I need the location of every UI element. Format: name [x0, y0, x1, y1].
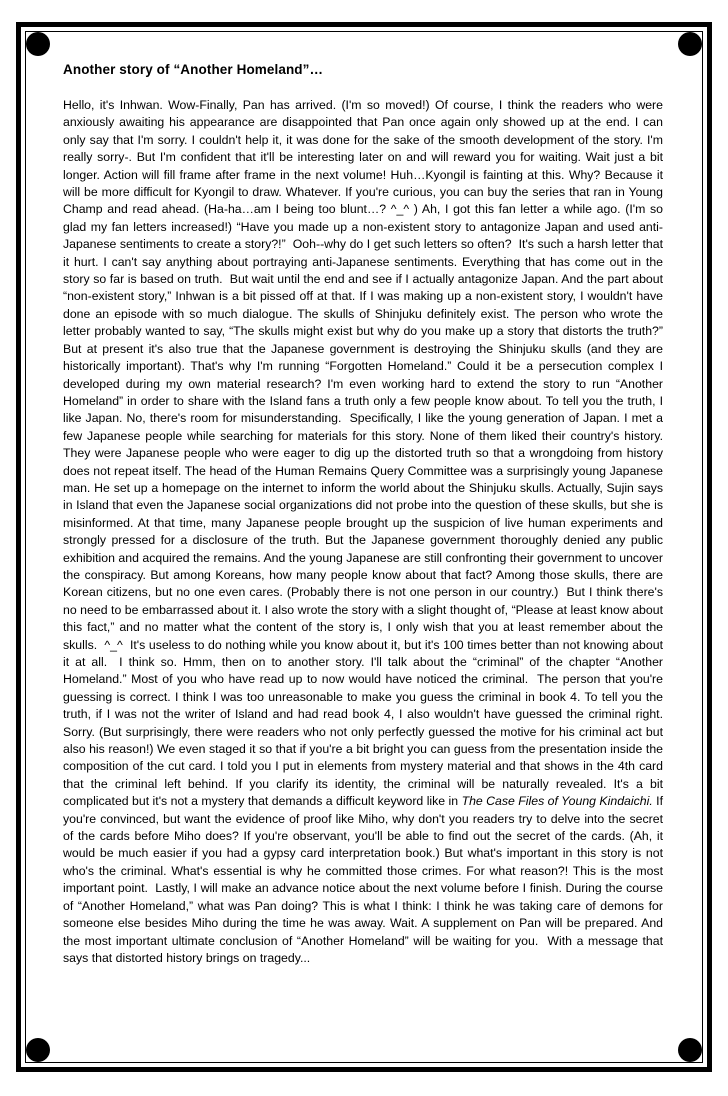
article-body — [63, 97, 667, 967]
body-italic-title: The Case Files of Young Kindaichi. — [461, 794, 653, 809]
body-paragraph-second: If you're convinced, but want the evidence of proof like Miho, why don't you readers try to delve into the secret of the cards before Miho does? If you're observant, you'll be able to find out the secret of the cards. (Ah, it would be much easier if you had a gypsy card interpretation book.) But what's important in this story is not who's the criminal. What's essential is why he committed those crimes. For what reason?! This is the most important point. Lastly, I will make an advance notice about the next volume before I finish. During the course of “Another Homeland,” what was Pan doing? This is what I think: I think he was taking care of demons for someone else besides Miho during the time he was away. Wait. A supplement on Pan will be prepared. And the most important ultimate conclusion of “Another Homeland” will be waiting for you. With a message that says that distorted history brings on tragedy... — [63, 794, 667, 965]
article-content — [63, 62, 667, 967]
corner-dot-top-right — [678, 32, 702, 56]
page-title: Another story of “Another Homeland”… — [63, 62, 324, 77]
body-paragraph-first: Hello, it's Inhwan. Wow-Finally, Pan has arrived. (I'm so moved!) Of course, I think the readers who were anxiously awaiting his appearance are disappointed that Pan once again only showed up at the end. I can only say that I'm sorry. I couldn't help it, it was done for the sake of the smooth development of the story. I'm really sorry-. But I'm confident that it'll be interesting later on and will reward you for waiting. Wait just a bit longer. Action will fill frame after frame in the next volume! Huh…Kyongil is fainting at this. Why? Because it will be more difficult for Kyongil to draw. Whatever. If you're curious, you can buy the series that ran in Young Champ and read ahead. (Ha-ha…am I being too blunt…? ^_^ ) Ah, I got this fan letter a while ago. (I'm so glad my fan letters increased!) “Have you made up a non-existent story to antagonize Japan and used anti-Japanese sentiments to create a story?!” Ooh--why do I get such letters so often? It's such a harsh letter that it hurt. I can't say anything about portraying anti-Japanese sentiments. Everything that has come out in the story so far is based on truth. But wait until the end and see if I actually antagonize Japan. And the part about “non-existent story,” Inhwan is a bit pissed off at that. If I was making up a non-existent story, I wouldn't have done an episode with so much dialogue. The skulls of Shinjuku definitely exist. The person who wrote the letter probably wanted to say, “The skulls might exist but why do you make up a story that distorts the truth?” But at present it's also true that the Japanese government is destroying the Shinjuku skulls (and they are historically important). That's why I'm running “Forgotten Homeland.” Could it be a persecution complex I developed during my own material research? I'm even working hard to extend the story to run “Another Homeland” in order to share with the Island fans a truth only a few people know about. To tell you the truth, I like Japan. No, there's room for misunderstanding. Specifically, I like the young generation of Japan. I met a few Japanese people while searching for materials for this story. None of them liked their country's history. They were Japanese people who were eager to dig up the distorted truth so that a wrongdoing from history does not repeat itself. The head of the Human Remains Query Committee was a surprisingly young Japanese man. He set up a homepage on the internet to inform the world about the Shinjuku skulls. Actually, Sujin says in Island that even the Japanese social organizations did not probe into the question of these skulls, but she is misinformed. At that time, many Japanese people brought up the suspicion of live human experiments and strongly pressed for a disclosure of the truth. But the Japanese government thoroughly denied any public exhibition and acquired the remains. And the young Japanese are still confronting their government to uncover the conspiracy. But among Koreans, how many people know about that fact? Among those skulls, there are Korean citizens, but no one even cares. (Probably there is not one person in our country.) But I think there's no need to be embarrassed about it. I also wrote the story with a slight thought of, “Please at least know about this fact,” and no matter what the content of the story is, I only wish that you at least remember about the skulls. ^_^ It's useless to do nothing while you know about it, but it's 100 times better than not knowing about it at all. I think so. Hmm, then on to another story. I'll talk about the “criminal” of the chapter “Another Homeland.” Most of you who have read up to now would have noticed the criminal. The person that you're guessing is correct. I think I was too unreasonable to make you guess the criminal in book 4. To tell you the truth, if I was not the writer of Island and had read book 4, I also wouldn't have guessed the criminal right. Sorry. (But surprisingly, there were readers who not only perfectly guessed the motive for his criminal act but also his reason!) We even staged it so that if you're a bit bright you can guess from the presentation inside the composition of the cut card. I told you I put in elements from mystery material and that shows in the 4th card that the criminal left behind. If you clarify its identity, the criminal will be naturally revealed. It's a bit complicated but it's not a mystery that demands a difficult keyword like in — [63, 98, 667, 809]
corner-dot-bottom-right — [678, 1038, 702, 1062]
corner-dot-top-left — [26, 32, 50, 56]
corner-dot-bottom-left — [26, 1038, 50, 1062]
